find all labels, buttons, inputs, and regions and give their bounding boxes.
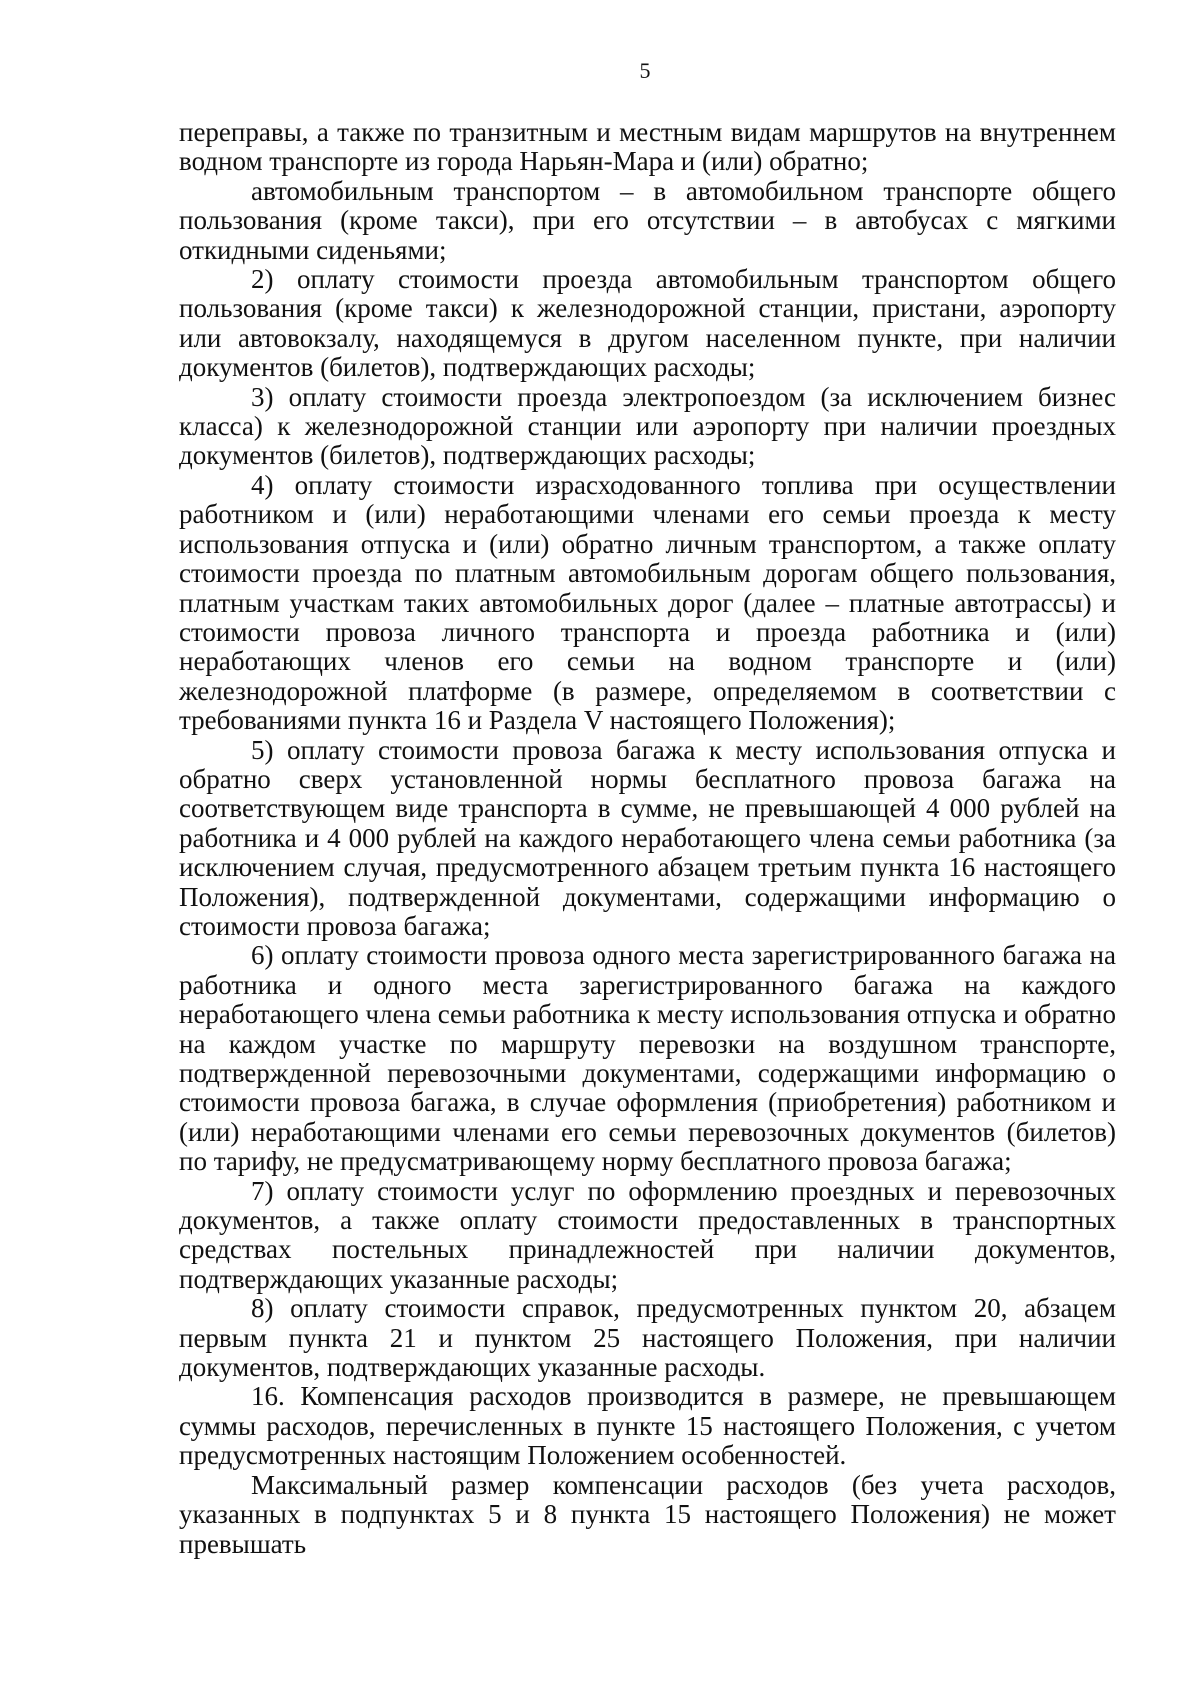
- paragraph: 4) оплату стоимости израсходованного топлива при осуществлении работником и (или) неработающими членами его семьи проезда к месту использования отпуска и (или) обратно личным транспортом, а также оплату стоимости проезда по платным автомобильным дорогам общего пользования, платным участкам таких автомобильных дорог (далее – платные автотрассы) и стоимости провоза личного транспорта и проезда работника и (или) неработающих членов его семьи на водном транспорте и (или) железнодорожной платформе (в размере, определяемом в соответствии с требованиями пункта 16 и Раздела V настоящего Положения);: [179, 469, 1116, 736]
- paragraph: 16. Компенсация расходов производится в размере, не превышающем суммы расходов, перечисленных в пункте 15 настоящего Положения, с учетом предусмотренных настоящим Положением особенностей.: [179, 1381, 1116, 1471]
- paragraph: 6) оплату стоимости провоза одного места зарегистрированного багажа на работника и одного места зарегистрированного багажа на каждого неработающего члена семьи работника к месту использования отпуска и обратно на каждом участке по маршруту перевозки на воздушном транспорте, подтвержденной перевозочными документами, содержащими информацию о стоимости провоза багажа, в случае оформления (приобретения) работником и (или) неработающими членами его семьи перевозочных документов (билетов) по тарифу, не предусматривающему норму бесплатного провоза багажа;: [179, 940, 1116, 1177]
- paragraph: 5) оплату стоимости провоза багажа к месту использования отпуска и обратно сверх установленной нормы бесплатного провоза багажа на соответствующем виде транспорта в сумме, не превышающей 4 000 рублей на работника и 4 000 рублей на каждого неработающего члена семьи работника (за исключением случая, предусмотренного абзацем третьим пункта 16 настоящего Положения), подтвержденной документами, содержащими информацию о стоимости провоза багажа;: [179, 734, 1116, 941]
- paragraph: Максимальный размер компенсации расходов (без учета расходов, указанных в подпунктах 5 и 8 пункта 15 настоящего Положения) не может превышать: [179, 1469, 1116, 1559]
- paragraph: автомобильным транспортом – в автомобильном транспорте общего пользования (кроме такси), при его отсутствии – в автобусах с мягкими откидными сиденьями;: [179, 175, 1116, 265]
- page-number: 5: [639, 58, 651, 83]
- paragraph: переправы, а также по транзитным и местным видам маршрутов на внутреннем водном транспорте из города Нарьян-Мара и (или) обратно;: [179, 117, 1116, 177]
- paragraph: 2) оплату стоимости проезда автомобильным транспортом общего пользования (кроме такси) к железнодорожной станции, пристани, аэропорту или автовокзалу, находящемуся в другом населенном пункте, при наличии документов (билетов), подтверждающих расходы;: [179, 264, 1116, 383]
- paragraph: 3) оплату стоимости проезда электропоездом (за исключением бизнес класса) к железнодорожной станции или аэропорту при наличии проездных документов (билетов), подтверждающих расходы;: [179, 381, 1116, 471]
- paragraph: 7) оплату стоимости услуг по оформлению проездных и перевозочных документов, а также оплату стоимости предоставленных в транспортных средствах постельных принадлежностей при наличии документов, подтверждающих указанные расходы;: [179, 1175, 1116, 1294]
- document-body: [179, 118, 1116, 1559]
- paragraph: 8) оплату стоимости справок, предусмотренных пунктом 20, абзацем первым пункта 21 и пунктом 25 настоящего Положения, при наличии документов, подтверждающих указанные расходы.: [179, 1293, 1116, 1383]
